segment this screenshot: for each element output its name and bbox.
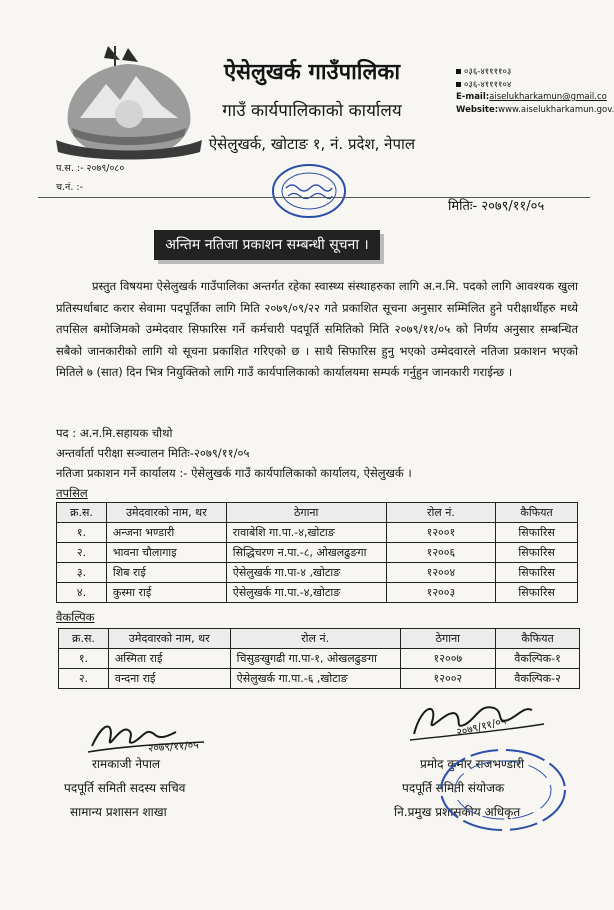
cell-roll: १२००७ [400,649,496,669]
cell-roll: १२००२ [400,669,496,689]
cell-remarks: सिफारिस [496,523,578,543]
signer-right-office: नि.प्रमुख प्रशासकीय अधिकृत [394,805,521,819]
notice-body: प्रस्तुत विषयमा ऐसेलुखर्क गाउँपालिका अन्तर्गत रहेका स्वास्थ्य संस्थाहरुका लागि अ.न.मि. पदको लागि आवश्यक खुला प्रतिस्पर्धाबाट करार सेवामा पदपूर्तिका लागि मिति २०७९/०९/२२ गते प्रकाशित सूचना अनुसार सम्मिलित हुने परीक्षार्थीहरु मध्ये तपसिल बमोजिमको उम्मेदवार सिफारिस गर्ने कर्मचारी पदपूर्ति समितिको मिति २०७९/११/०५ को निर्णय अनुसार सम्बन्धित सबैको जानकारीको लागि यो सूचना प्रकाशित गरिएको छ । साथै सिफारिस हुनु भएको उम्मेदवारले नतिजा प्रकाशन भएको मितिले ७ (सात) दिन भित्र नियुक्तिको लागि गाउँ कार्यपालिकाको कार्यालयमा सम्पर्क गर्नुहुन जानकारी गराईन्छ । [56,279,578,379]
alternate-heading: वैकल्पिक [56,610,95,624]
post-line: पद : अ.न.मि.सहायक चौथो [56,426,173,440]
dispatch-number: च.नं. :- [56,182,83,193]
signature-left-date: २०७९/११/०५ [147,739,200,755]
cell-name: वन्दना राई [108,669,230,689]
table-row [57,543,578,563]
col-address: ठेगाना [226,503,386,523]
recommended-table [56,502,578,603]
office-name: ऐसेलुखर्क गाउँपालिका [223,60,401,85]
cell-remarks: वैकल्पिक-२ [496,669,580,689]
cell-address: चिसुङखुगढी गा.पा-१, ओखलढुङगा [230,649,400,669]
cell-roll: १२००४ [386,563,496,583]
table-header-row [57,503,578,523]
table-row [57,563,578,583]
col-name: उमेदवारको नाम, थर [108,629,230,649]
col-address: ठेगाना [400,629,496,649]
ref-number: प.स. :- २०७९/०८० [56,163,125,174]
cell-serial: १. [59,649,109,669]
cell-remarks: सिफारिस [496,563,578,583]
website-link[interactable]: www.aiselukharkamun.gov. [498,104,614,115]
table-row [59,669,580,689]
office-address: ऐसेलुखर्क, खोटाङ १, नं. प्रदेश, नेपाल [208,135,416,153]
table-row [57,583,578,603]
cell-serial: ३. [57,563,107,583]
cell-roll: १२००१ [386,523,496,543]
signer-left-section: सामान्य प्रशासन शाखा [70,805,167,819]
table-header-row [59,629,580,649]
cell-remarks: सिफारिस [496,583,578,603]
contact-block [456,66,614,116]
col-roll: रोल नं. [386,503,496,523]
table-row [59,649,580,669]
cell-address: ऐसेलुखर्क गा.पा.-६ ,खोटाङ [230,669,400,689]
interview-date-line: अन्तर्वार्ता परीक्षा सञ्चालन मितिः-२०७९/११/०५ [56,446,250,460]
cell-serial: २. [57,543,107,563]
col-remarks: कैफियत [496,503,578,523]
phone-icon [456,69,461,74]
cell-address: ऐसेलुखर्क गा.पा-४ ,खोटाङ [226,563,386,583]
cell-serial: ४. [57,583,107,603]
col-serial: क्र.स. [57,503,107,523]
cell-address: सिद्धिचरण न.पा.-८, ओखलढुङगा [226,543,386,563]
table-row [57,523,578,543]
cell-roll: १२००६ [386,543,496,563]
notice-title: अन्तिम नतिजा प्रकाशन सम्बन्धी सूचना । [154,230,380,260]
cell-address: रावाबेशि गा.पा.-४,खोटाङ [226,523,386,543]
cell-address: ऐसेलुखर्क गा.पा.-४,खोटाङ [226,583,386,603]
alternate-table [58,628,580,689]
signer-right-title: पदपूर्ति समिती संयोजक [402,781,505,795]
col-name: उमेदवारको नाम, थर [106,503,226,523]
email-link[interactable]: aiselukharkamun@gmail.co [489,92,607,102]
cell-name: कुस्मा राई [106,583,226,603]
col-serial: क्र.स. [59,629,109,649]
website-label: Website: [456,104,499,115]
cell-name: अस्मिता राई [108,649,230,669]
tapasil-heading: तपसिल [56,486,88,500]
col-remarks: कैफियत [496,629,580,649]
cell-name: शिब राई [106,563,226,583]
cell-name: भावना चौलागाइ [106,543,226,563]
office-stamp-icon [268,160,350,222]
signer-left-title: पदपूर्ति समिती सदस्य सचिव [64,781,186,795]
cell-remarks: वैकल्पिक-१ [496,649,580,669]
publisher-line: नतिजा प्रकाशन गर्ने कार्यालय :- ऐसेलुखर्क गाउँ कार्यपालिकाको कार्यालय, ऐसेलुखर्क । [56,466,412,480]
office-stamp-right-icon [436,744,570,836]
office-subtitle: गाउँ कार्यपालिकाको कार्यालय [222,101,402,121]
signer-right-name: प्रमोद कुमार राजभण्डारी [420,757,525,771]
cell-remarks: सिफारिस [496,543,578,563]
col-roll: रोल नं. [230,629,400,649]
signature-right-date: २०७९/११/०५ [455,715,508,739]
cell-roll: १२००३ [386,583,496,603]
phone-icon [456,82,461,87]
signer-left-name: रामकाजी नेपाल [92,757,161,771]
email-label: E-mail: [456,92,490,102]
cell-serial: २. [59,669,109,689]
cell-serial: १. [57,523,107,543]
phone-1: ०३६-४११११०३ [464,67,512,77]
notice-date: मितिः- २०७९/११/०५ [448,199,545,214]
phone-2: ०३६-४११११०४ [464,79,512,90]
cell-name: अन्जना भण्डारी [106,523,226,543]
